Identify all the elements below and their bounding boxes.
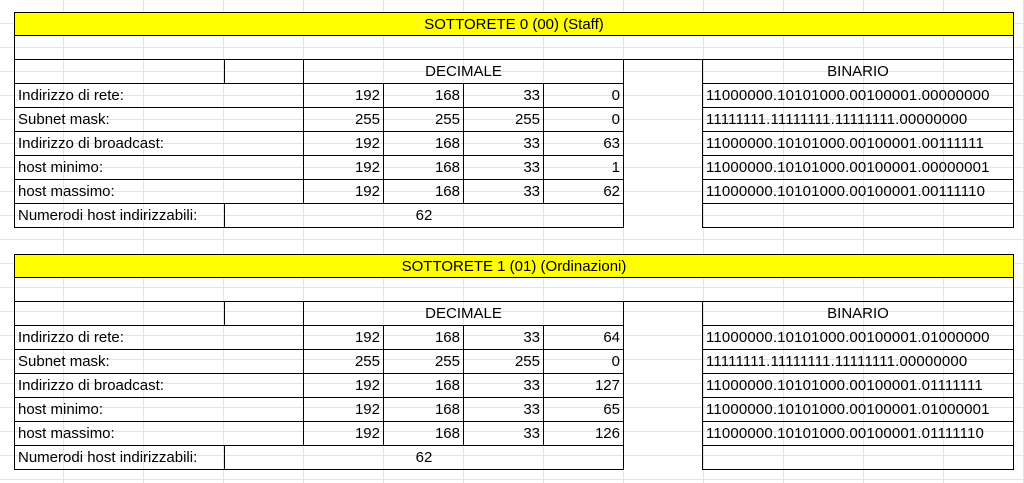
octet-1[interactable]: 192: [303, 156, 383, 180]
empty-row: [14, 36, 1014, 60]
row-label[interactable]: host massimo:: [14, 422, 303, 446]
table-row: [14, 350, 1014, 374]
octet-1[interactable]: 192: [303, 422, 383, 446]
octet-2[interactable]: 168: [383, 398, 463, 422]
header-blank-cell[interactable]: [224, 60, 303, 84]
octet-4[interactable]: 127: [543, 374, 624, 398]
table-row: [14, 398, 1014, 422]
octet-2[interactable]: 168: [383, 374, 463, 398]
octet-1[interactable]: 192: [303, 84, 383, 108]
empty-cell[interactable]: [14, 36, 1014, 60]
octet-4[interactable]: 0: [543, 350, 624, 374]
octet-4[interactable]: 0: [543, 108, 624, 132]
octet-3[interactable]: 33: [463, 180, 543, 204]
row-label[interactable]: Indirizzo di rete:: [14, 326, 303, 350]
binary-value[interactable]: 11000000.10101000.00100001.00111110: [702, 180, 1014, 204]
octet-2[interactable]: 255: [383, 108, 463, 132]
octet-4[interactable]: 1: [543, 156, 624, 180]
row-label[interactable]: host minimo:: [14, 156, 303, 180]
hosts-value[interactable]: 62: [224, 446, 624, 470]
table-row: [14, 326, 1014, 350]
hosts-label[interactable]: Numerodi host indirizzabili:: [14, 446, 224, 470]
header-label-cell[interactable]: [14, 60, 224, 84]
binary-value[interactable]: 11000000.10101000.00100001.00000001: [702, 156, 1014, 180]
binary-value[interactable]: 11000000.10101000.00100001.01000000: [702, 326, 1014, 350]
octet-2[interactable]: 168: [383, 422, 463, 446]
empty-row: [14, 278, 1014, 302]
subnet-block-0: [14, 12, 1014, 228]
table-row: [14, 374, 1014, 398]
binary-value[interactable]: 11000000.10101000.00100001.01111110: [702, 422, 1014, 446]
subnet-title[interactable]: SOTTORETE 0 (00) (Staff): [14, 12, 1014, 36]
table-row: [14, 132, 1014, 156]
binary-value[interactable]: 11000000.10101000.00100001.01111111: [702, 374, 1014, 398]
octet-4[interactable]: 0: [543, 84, 624, 108]
header-row: [14, 60, 1014, 84]
row-label[interactable]: Indirizzo di broadcast:: [14, 374, 303, 398]
octet-1[interactable]: 192: [303, 132, 383, 156]
gap-cell[interactable]: [624, 302, 702, 326]
octet-3[interactable]: 33: [463, 84, 543, 108]
octet-4[interactable]: 126: [543, 422, 624, 446]
octet-4[interactable]: 63: [543, 132, 624, 156]
table-row: [14, 422, 1014, 446]
octet-1[interactable]: 192: [303, 180, 383, 204]
octet-4[interactable]: 62: [543, 180, 624, 204]
octet-2[interactable]: 168: [383, 156, 463, 180]
header-blank-cell[interactable]: [224, 302, 303, 326]
header-row: [14, 302, 1014, 326]
header-label-cell[interactable]: [14, 302, 224, 326]
table-row: [14, 108, 1014, 132]
row-label[interactable]: host minimo:: [14, 398, 303, 422]
octet-4[interactable]: 65: [543, 398, 624, 422]
hosts-binary-empty[interactable]: [702, 204, 1014, 228]
octet-1[interactable]: 192: [303, 374, 383, 398]
binary-value[interactable]: 11000000.10101000.00100001.00000000: [702, 84, 1014, 108]
hosts-value[interactable]: 62: [224, 204, 624, 228]
row-label[interactable]: Indirizzo di broadcast:: [14, 132, 303, 156]
octet-1[interactable]: 255: [303, 108, 383, 132]
row-label[interactable]: Subnet mask:: [14, 350, 303, 374]
decimal-header[interactable]: DECIMALE: [303, 302, 624, 326]
octet-1[interactable]: 192: [303, 398, 383, 422]
octet-3[interactable]: 33: [463, 326, 543, 350]
table-row: [14, 84, 1014, 108]
row-label[interactable]: Subnet mask:: [14, 108, 303, 132]
octet-3[interactable]: 255: [463, 350, 543, 374]
table-row: [14, 156, 1014, 180]
subnet-title-row: [14, 12, 1014, 36]
octet-3[interactable]: 33: [463, 374, 543, 398]
hosts-binary-empty[interactable]: [702, 446, 1014, 470]
gap-cell[interactable]: [624, 60, 702, 84]
table-row: [14, 180, 1014, 204]
binary-header[interactable]: BINARIO: [702, 60, 1014, 84]
subnet-title[interactable]: SOTTORETE 1 (01) (Ordinazioni): [14, 254, 1014, 278]
octet-2[interactable]: 168: [383, 132, 463, 156]
binary-value[interactable]: 11111111.11111111.11111111.00000000: [702, 108, 1014, 132]
octet-3[interactable]: 33: [463, 422, 543, 446]
row-label[interactable]: host massimo:: [14, 180, 303, 204]
octet-3[interactable]: 255: [463, 108, 543, 132]
octet-2[interactable]: 168: [383, 326, 463, 350]
octet-1[interactable]: 255: [303, 350, 383, 374]
binary-value[interactable]: 11000000.10101000.00100001.01000001: [702, 398, 1014, 422]
octet-2[interactable]: 168: [383, 180, 463, 204]
octet-3[interactable]: 33: [463, 156, 543, 180]
row-label[interactable]: Indirizzo di rete:: [14, 84, 303, 108]
hosts-row: [14, 204, 1014, 228]
binary-value[interactable]: 11111111.11111111.11111111.00000000: [702, 350, 1014, 374]
octet-2[interactable]: 168: [383, 84, 463, 108]
empty-cell[interactable]: [14, 278, 1014, 302]
binary-header[interactable]: BINARIO: [702, 302, 1014, 326]
decimal-header[interactable]: DECIMALE: [303, 60, 624, 84]
octet-1[interactable]: 192: [303, 326, 383, 350]
subnet-block-1: [14, 254, 1014, 470]
octet-2[interactable]: 255: [383, 350, 463, 374]
binary-value[interactable]: 11000000.10101000.00100001.00111111: [702, 132, 1014, 156]
subnet-title-row: [14, 254, 1014, 278]
hosts-label[interactable]: Numerodi host indirizzabili:: [14, 204, 224, 228]
hosts-row: [14, 446, 1014, 470]
octet-3[interactable]: 33: [463, 398, 543, 422]
octet-4[interactable]: 64: [543, 326, 624, 350]
octet-3[interactable]: 33: [463, 132, 543, 156]
